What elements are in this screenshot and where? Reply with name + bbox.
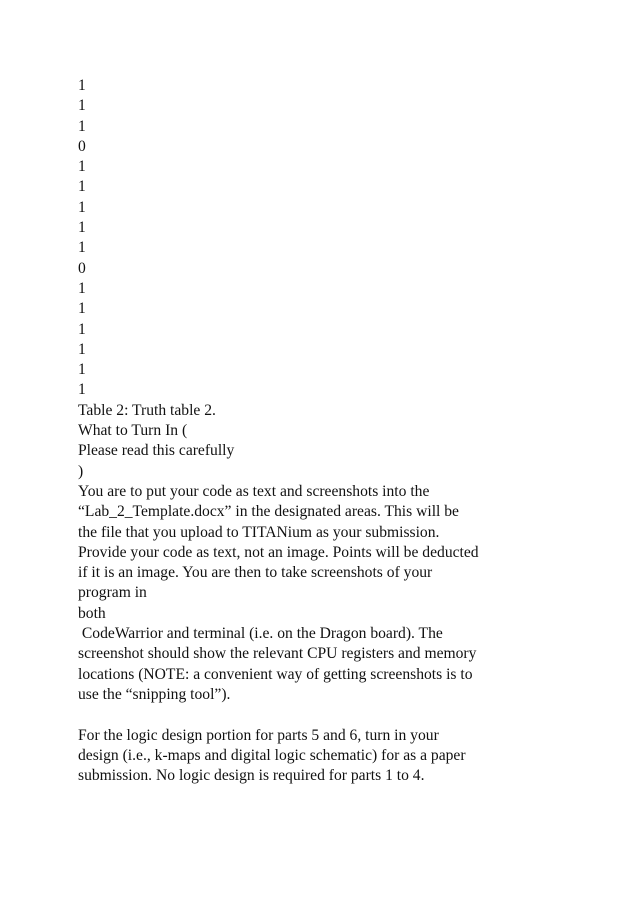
truth-table-value: 1 bbox=[78, 77, 86, 94]
paragraph-line: both bbox=[78, 604, 106, 622]
truth-table-value: 1 bbox=[78, 239, 86, 257]
paragraph-line: use the “snipping tool”). bbox=[78, 685, 231, 703]
section-heading bbox=[78, 421, 618, 482]
truth-table-value: 0 bbox=[78, 137, 86, 155]
truth-table-value: 1 bbox=[78, 361, 86, 379]
truth-table-value: 1 bbox=[78, 320, 86, 338]
heading-line: ) bbox=[78, 462, 84, 480]
truth-table-value: 1 bbox=[78, 300, 86, 318]
heading-line: Please read this carefully bbox=[78, 442, 235, 460]
instructions-paragraph bbox=[78, 482, 618, 705]
paragraph-line: For the logic design portion for parts 5 and 6, turn in your bbox=[78, 726, 439, 744]
paragraph-line: locations (NOTE: a convenient way of getting screenshots is to bbox=[78, 665, 473, 683]
paragraph-line: design (i.e., k-maps and digital logic schematic) for as a paper bbox=[78, 746, 466, 764]
heading-line: What to Turn In ( bbox=[78, 422, 188, 440]
truth-table-value: 1 bbox=[78, 381, 86, 399]
truth-table-value: 1 bbox=[78, 219, 86, 237]
truth-table-value: 1 bbox=[78, 158, 86, 176]
truth-table-values bbox=[78, 76, 618, 401]
paragraph-line: CodeWarrior and terminal (i.e. on the Dragon board). The bbox=[78, 625, 443, 643]
paragraph-line: screenshot should show the relevant CPU registers and memory bbox=[78, 645, 477, 663]
paragraph-line: Provide your code as text, not an image. Points will be deducted bbox=[78, 543, 479, 561]
document-body bbox=[78, 76, 618, 786]
truth-table-value: 1 bbox=[78, 178, 86, 196]
logic-design-paragraph bbox=[78, 726, 618, 787]
truth-table-value: 1 bbox=[78, 198, 86, 216]
truth-table-value: 1 bbox=[78, 279, 86, 297]
truth-table-value: 1 bbox=[78, 97, 86, 115]
paragraph-spacer bbox=[78, 705, 618, 725]
paragraph-line: the file that you upload to TITANium as your submission. bbox=[78, 523, 440, 541]
truth-table-value: 1 bbox=[78, 340, 86, 358]
paragraph-line: You are to put your code as text and screenshots into the bbox=[78, 482, 430, 500]
paragraph-line: if it is an image. You are then to take screenshots of your bbox=[78, 564, 433, 582]
truth-table-value: 1 bbox=[78, 117, 86, 135]
paragraph-line: submission. No logic design is required for parts 1 to 4. bbox=[78, 767, 425, 785]
paragraph-line: program in bbox=[78, 584, 147, 602]
paragraph-line: “Lab_2_Template.docx” in the designated areas. This will be bbox=[78, 503, 459, 521]
table-caption: Table 2: Truth table 2. bbox=[78, 401, 216, 419]
truth-table-value: 0 bbox=[78, 259, 86, 277]
